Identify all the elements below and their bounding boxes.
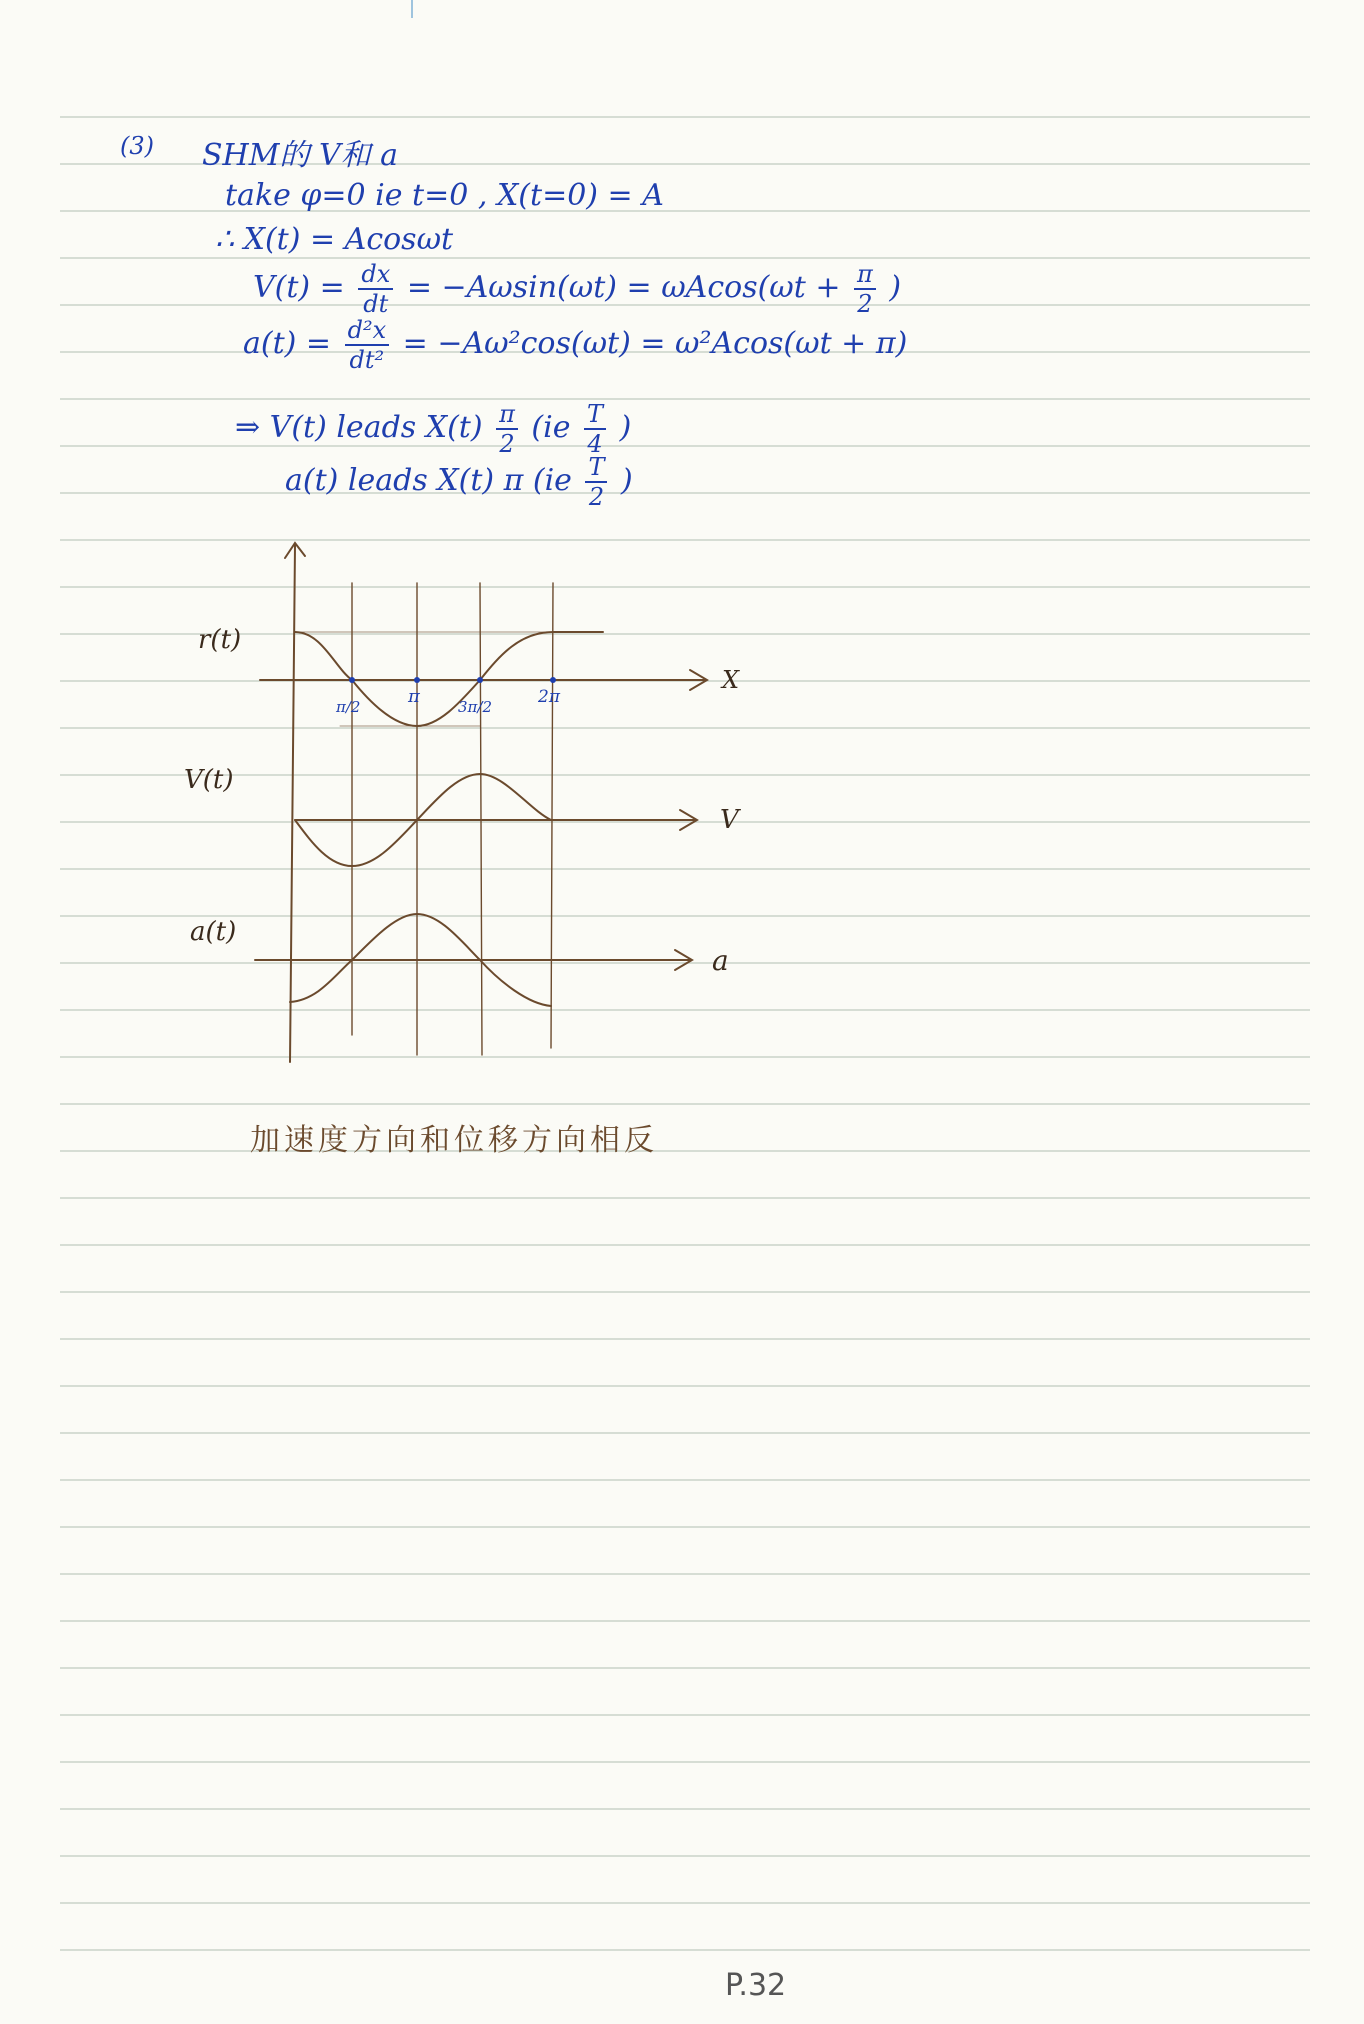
therefore-line: ∴ X(t) = Acosωt	[215, 222, 454, 257]
take-line: take φ=0 ie t=0 , X(t=0) = A	[225, 178, 664, 213]
v-leads-line: ⇒ V(t) leads X(t) $\frac{\pi}{2}$ (ie $\frac{T}{4}$ )	[235, 400, 632, 458]
acceleration-equation: a(t) = $\frac{\text{d²x}}{\text{dt²}}$ = −Aω²cos(ωt) = ω²Acos(ωt + π)	[243, 316, 908, 374]
velocity-equation: V(t) = $\frac{dx}{dt}$ = −Aωsin(ωt) = ωAcos(ωt + $\frac{\pi}{2}$ )	[253, 260, 902, 318]
label-v: V(t)	[184, 765, 234, 795]
d2x-dt2-fraction: $\frac{\text{d²x}}{\text{dt²}}$	[345, 318, 390, 372]
vertical-axis	[290, 545, 295, 1062]
section-label: (3)	[120, 132, 154, 160]
label-r: r(t)	[198, 625, 242, 655]
axis-label-x: X	[722, 666, 740, 694]
tick-label-pi: π	[408, 686, 420, 707]
pi-over-2-fraction: $\frac{\pi}{2}$	[854, 262, 876, 316]
axis-label-a: a	[712, 944, 729, 977]
tick-label-pi-over-2: π/2	[336, 698, 361, 716]
a-leads-line: a(t) leads X(t) π (ie $\frac{T}{2}$ )	[285, 453, 633, 511]
guide-line-2pi	[551, 583, 553, 1048]
tick-dot-pi-over-2	[349, 677, 355, 683]
tick-dot-2pi	[550, 677, 556, 683]
dx-dt-fraction: $\frac{dx}{dt}$	[358, 262, 393, 316]
a-leads-ie-fraction: $\frac{T}{2}$	[585, 455, 607, 509]
axis-label-v: V	[720, 805, 739, 835]
page-number: P.32	[725, 1968, 787, 2003]
v-leads-ie-fraction: $\frac{T}{4}$	[584, 402, 606, 456]
v-leads-fraction: $\frac{\pi}{2}$	[496, 402, 518, 456]
conclusion-text: 加速度方向和位移方向相反	[250, 1123, 658, 1158]
section-heading: SHM的 V和 a	[202, 138, 399, 173]
label-a: a(t)	[190, 917, 237, 947]
tick-label-2pi: 2π	[538, 687, 560, 707]
tick-dot-3pi-over-2	[477, 677, 483, 683]
tick-dot-pi	[414, 677, 420, 683]
tick-label-3pi-over-2: 3π/2	[458, 698, 492, 716]
